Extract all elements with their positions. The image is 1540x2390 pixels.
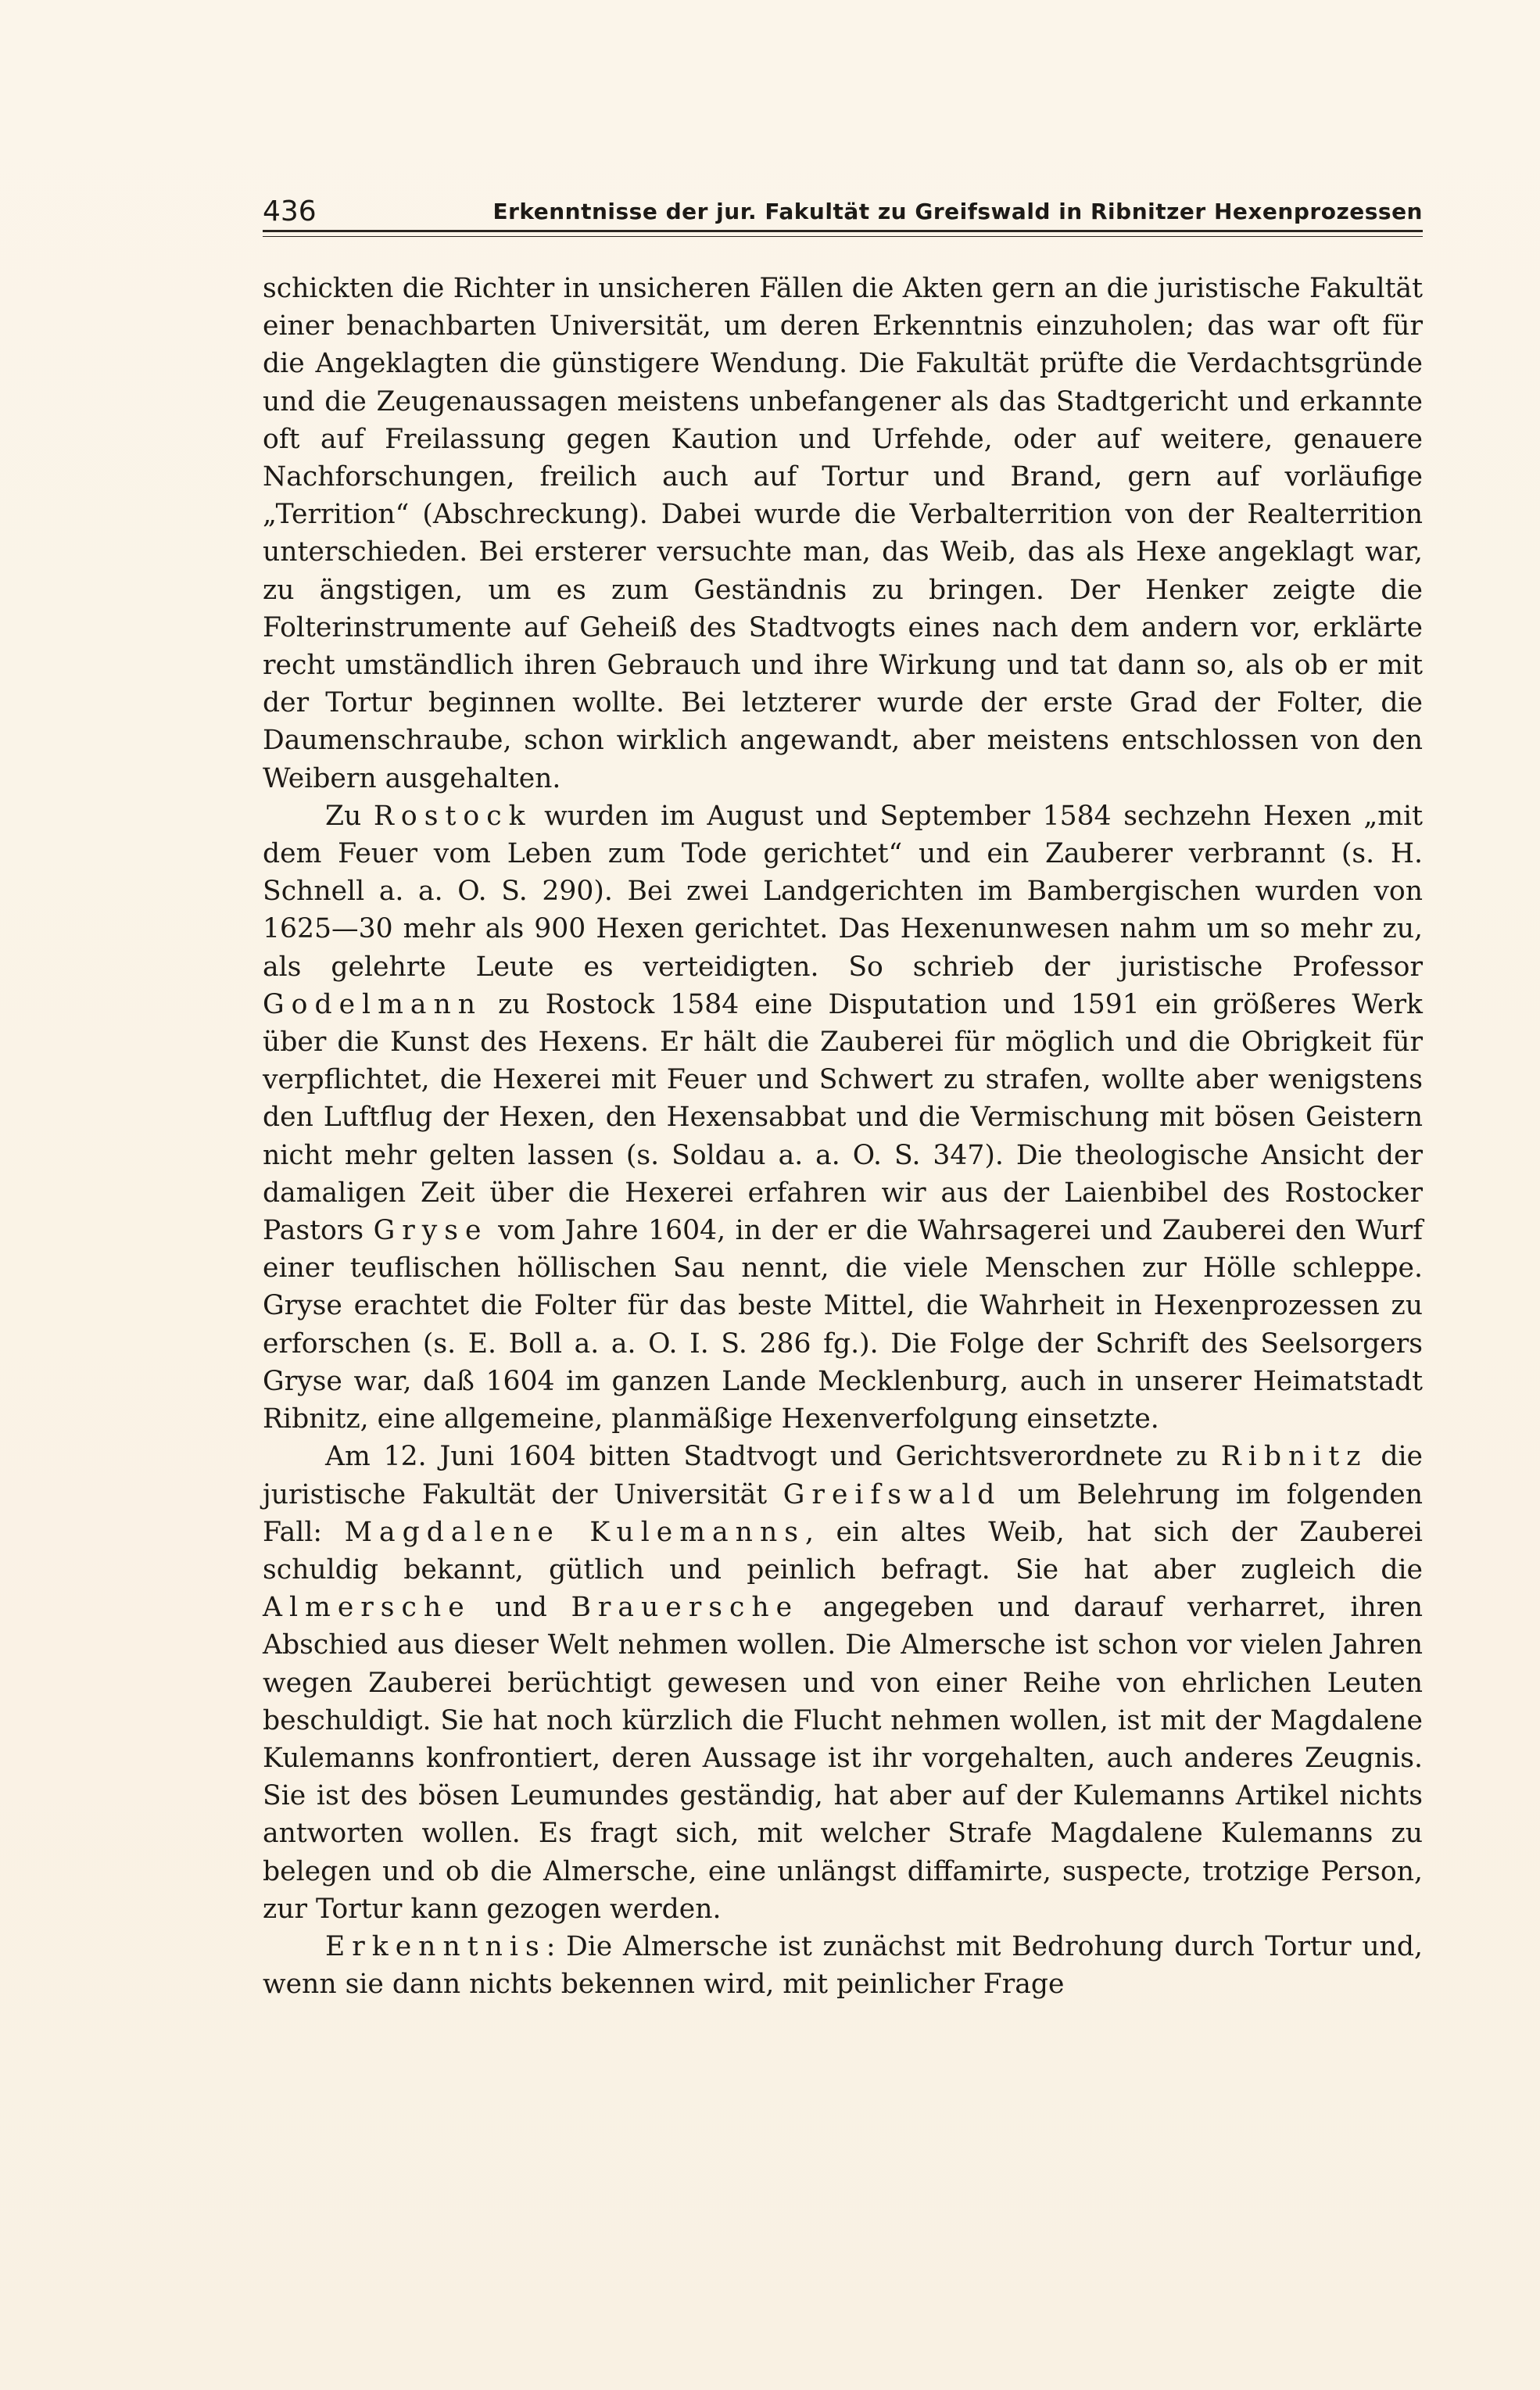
- text-run: zu Rostock 1584 eine Disputation und 1591 ein größeres Werk über die Kunst des Hexens. Er hält die Zauberei für möglich und die Obrigkeit für verpflichtet, die Hexerei mit Feuer und Schwert zu strafen, wollte aber wenigstens den Luftflug der Hexen, den Hexensabbat und die Vermischung mit bösen Geistern nicht mehr gelten lassen (s. Soldau a. a. O. S. 347). Die theologische Ansicht der damaligen Zeit über die Hexerei erfahren wir aus der Laienbibel des Rostocker Pastors: [263, 988, 1423, 1247]
- paragraph: [263, 797, 1423, 1438]
- running-title: Erkenntnisse der jur. Fakultät zu Greifswald in Ribnitzer Hexenprozessen: [492, 199, 1423, 224]
- paragraph: [263, 270, 1423, 797]
- paragraph: [263, 1438, 1423, 1928]
- spaced-name: Erkenntnis: [325, 1930, 546, 1962]
- text-run: die juristische Fakultät der Universität: [263, 1441, 1423, 1510]
- header-rule-thick: [263, 230, 1423, 232]
- spaced-name: Brauersche: [571, 1592, 800, 1624]
- text-run: , ein altes Weib, hat sich der Zauberei schuldig bekannt, gütlich und peinlich befragt. Sie hat aber zugleich die: [263, 1516, 1423, 1586]
- text-run: : Die Almersche ist zunächst mit Bedrohung durch Tortur und, wenn sie dann nichts bekennen wird, mit peinlicher Frage: [263, 1930, 1423, 2001]
- text-run: Am 12. Juni 1604 bitten Stadtvogt und Gerichtsverordnete zu: [325, 1441, 1221, 1473]
- spaced-name: Rostock: [373, 800, 532, 832]
- body-text: [263, 270, 1423, 2003]
- header-rule-thin: [263, 236, 1423, 237]
- text-run: schickten die Richter in unsicheren Fällen die Akten gern an die juristische Fakultät einer benachbarten Universität, um deren Erkenntnis einzuholen; das war oft für die Angeklagten die günstigere Wendung. Die Fakultät prüfte die Verdachtsgründe und die Zeugenaussagen meistens unbefangener als das Stadtgericht und erkannte oft auf Freilassung gegen Kaution und Urfehde, oder auf weitere, genauere Nachforschungen, freilich auch auf Tortur und Brand, gern auf vorläufige „Territion“ (Abschreckung). Dabei wurde die Verbalterrition von der Realterrition unterschieden. Bei ersterer versuchte man, das Weib, das als Hexe angeklagt war, zu ängstigen, um es zum Geständnis zu bringen. Der Henker zeigte die Folterinstrumente auf Geheiß des Stadtvogts eines nach dem andern vor, erklärte recht umständlich ihren Gebrauch und ihre Wirkung und tat dann so, als ob er mit der Tortur beginnen wollte. Bei letzterer wurde der erste Grad der Folter, die Daumenschraube, schon wirklich angewandt, aber meistens entschlossen von den Weibern ausgehalten.: [263, 273, 1423, 794]
- spaced-name: Greifswald: [783, 1478, 1002, 1510]
- spaced-name: Gryse: [373, 1215, 489, 1247]
- text-run: angegeben und darauf verharret, ihren Abschied aus dieser Welt nehmen wollen. Die Almersche ist schon vor vielen Jahren wegen Zauberei berüchtigt gewesen und von einer Reihe von ehrlichen Leuten beschuldigt. Sie hat noch kürzlich die Flucht nehmen wollen, ist mit der Magdalene Kulemanns konfrontiert, deren Aussage ist ihr vorgehalten, auch anderes Zeugnis. Sie ist des bösen Leumundes geständig, hat aber auf der Kulemanns Artikel nichts antworten wollen. Es fragt sich, mit welcher Strafe Magdalene Kulemanns zu belegen und ob die Almersche, eine unlängst diffamirte, suspecte, trotzige Person, zur Tortur kann gezogen werden.: [263, 1592, 1423, 1925]
- spaced-name: Godelmann: [263, 988, 483, 1020]
- page-header: [263, 192, 1423, 231]
- page-number: 436: [263, 195, 317, 228]
- spaced-name: Magdalene Kulemanns: [344, 1516, 805, 1548]
- text-run: und: [471, 1592, 571, 1624]
- paragraph: [263, 1928, 1423, 2003]
- spaced-name: Almersche: [263, 1592, 471, 1624]
- text-run: Zu: [325, 800, 374, 832]
- text-run: wurden im August und September 1584 sechzehn Hexen „mit dem Feuer vom Leben zum Tode gerichtet“ und ein Zauberer verbrannt (s. H. Schnell a. a. O. S. 290). Bei zwei Landgerichten im Bambergischen wurden von 1625—30 mehr als 900 Hexen gerichtet. Das Hexenunwesen nahm um so mehr zu, als gelehrte Leute es verteidigten. So schrieb der juristische Professor: [263, 800, 1423, 983]
- text-run: um Belehrung im folgenden Fall:: [263, 1478, 1423, 1548]
- text-run: vom Jahre 1604, in der er die Wahrsagerei und Zauberei den Wurf einer teuflischen höllischen Sau nennt, die viele Menschen zur Hölle schleppe. Gryse erachtet die Folter für das beste Mittel, die Wahrheit in Hexenprozessen zu erforschen (s. E. Boll a. a. O. I. S. 286 fg.). Die Folge der Schrift des Seelsorgers Gryse war, daß 1604 im ganzen Lande Mecklenburg, auch in unserer Heimatstadt Ribnitz, eine allgemeine, planmäßige Hexenverfolgung einsetzte.: [263, 1215, 1423, 1435]
- spaced-name: Ribnitz: [1220, 1441, 1368, 1473]
